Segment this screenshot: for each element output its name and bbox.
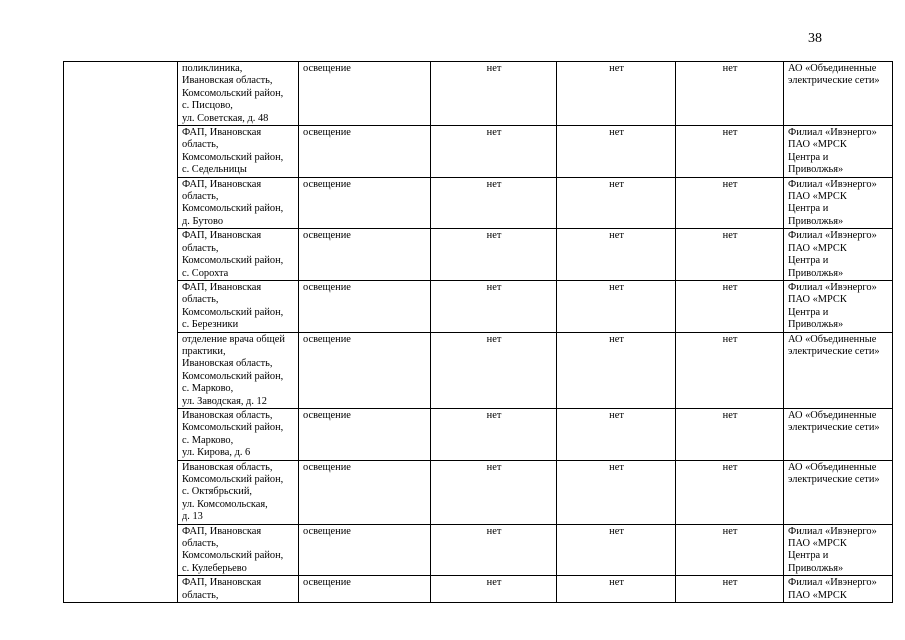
organization-cell — [784, 576, 893, 603]
cell-line: Филиал «Ивэнерго» — [788, 178, 877, 190]
type-cell: освещение — [299, 229, 431, 281]
cell-line: Приволжья» — [788, 267, 844, 279]
cell-line: Комсомольский район, — [182, 203, 284, 215]
cell-line: ул. Комсомольская, — [182, 498, 268, 510]
cell-line: область, — [182, 139, 219, 151]
address-cell — [178, 460, 299, 524]
cell-line: Ивановская область, — [182, 461, 273, 473]
table-row — [64, 177, 893, 229]
cell-line: электрические сети» — [788, 422, 880, 434]
organization-cell — [784, 524, 893, 576]
value-cell: нет — [557, 126, 676, 178]
cell-line: Филиал «Ивэнерго» — [788, 525, 877, 537]
type-cell: освещение — [299, 62, 431, 126]
table-row — [64, 229, 893, 281]
value-cell: нет — [676, 460, 784, 524]
cell-line: ФАП, Ивановская — [182, 577, 262, 589]
value-cell: нет — [431, 177, 557, 229]
organization-cell — [784, 460, 893, 524]
value-cell: нет — [676, 62, 784, 126]
cell-line: Комсомольский район, — [182, 370, 284, 382]
cell-line: ФАП, Ивановская — [182, 281, 262, 293]
address-cell — [178, 524, 299, 576]
cell-line: электрические сети» — [788, 75, 880, 87]
cell-line: область, — [182, 538, 219, 550]
value-cell: нет — [557, 408, 676, 460]
address-cell — [178, 408, 299, 460]
cell-line: Центра и — [788, 306, 829, 318]
value-cell: нет — [431, 576, 557, 603]
table-body — [64, 62, 893, 603]
table-row — [64, 460, 893, 524]
value-cell: нет — [676, 524, 784, 576]
cell-line: Комсомольский район, — [182, 255, 284, 267]
address-cell — [178, 332, 299, 408]
cell-line: АО «Объединенные — [788, 63, 877, 74]
cell-line: ФАП, Ивановская — [182, 127, 262, 139]
cell-line: ФАП, Ивановская — [182, 525, 262, 537]
value-cell: нет — [557, 576, 676, 603]
cell-line: Комсомольский район, — [182, 87, 284, 99]
value-cell: нет — [557, 460, 676, 524]
cell-line: с. Марково, — [182, 383, 234, 395]
data-table — [63, 61, 893, 603]
cell-line: область, — [182, 242, 219, 254]
value-cell: нет — [557, 332, 676, 408]
cell-line: поликлиника, — [182, 63, 243, 74]
type-cell: освещение — [299, 332, 431, 408]
value-cell: нет — [431, 524, 557, 576]
address-cell — [178, 62, 299, 126]
cell-line: Ивановская область, — [182, 75, 273, 87]
cell-line: Комсомольский район, — [182, 422, 284, 434]
type-cell: освещение — [299, 576, 431, 603]
cell-line: Комсомольский район, — [182, 306, 284, 318]
value-cell: нет — [676, 126, 784, 178]
cell-line: Приволжья» — [788, 319, 844, 331]
cell-line: Филиал «Ивэнерго» — [788, 281, 877, 293]
type-cell: освещение — [299, 177, 431, 229]
cell-line: с. Седельницы — [182, 164, 247, 176]
table-row — [64, 62, 893, 126]
address-cell — [178, 126, 299, 178]
cell-line: ПАО «МРСК — [788, 191, 847, 203]
address-cell — [178, 177, 299, 229]
cell-line: ПАО «МРСК — [788, 139, 847, 151]
page-number: 38 — [808, 31, 822, 46]
cell-line: АО «Объединенные — [788, 409, 877, 421]
cell-line: ПАО «МРСК — [788, 294, 847, 306]
value-cell: нет — [431, 280, 557, 332]
cell-line: Комсомольский район, — [182, 550, 284, 562]
value-cell: нет — [557, 62, 676, 126]
value-cell: нет — [676, 280, 784, 332]
type-cell: освещение — [299, 408, 431, 460]
cell-line: с. Марково, — [182, 434, 234, 446]
organization-cell — [784, 62, 893, 126]
cell-line: АО «Объединенные — [788, 461, 877, 473]
table-row — [64, 332, 893, 408]
cell-line: Приволжья» — [788, 164, 844, 176]
organization-cell — [784, 408, 893, 460]
type-cell: освещение — [299, 460, 431, 524]
address-cell — [178, 280, 299, 332]
cell-line: ПАО «МРСК — [788, 242, 847, 254]
address-cell — [178, 229, 299, 281]
value-cell: нет — [431, 460, 557, 524]
cell-line: с. Октябрьский, — [182, 486, 253, 498]
cell-line: Филиал «Ивэнерго» — [788, 230, 877, 242]
cell-line: Комсомольский район, — [182, 151, 284, 163]
cell-line: отделение врача общей — [182, 333, 285, 345]
cell-line: практики, — [182, 345, 226, 357]
cell-line: Приволжья» — [788, 215, 844, 227]
table-row — [64, 524, 893, 576]
cell-line: Филиал «Ивэнерго» — [788, 577, 877, 589]
type-cell: освещение — [299, 524, 431, 576]
value-cell: нет — [676, 576, 784, 603]
type-cell: освещение — [299, 126, 431, 178]
value-cell: нет — [431, 332, 557, 408]
cell-line: ПАО «МРСК — [788, 538, 847, 550]
value-cell: нет — [431, 126, 557, 178]
table-row — [64, 126, 893, 178]
cell-line: Ивановская область, — [182, 358, 273, 370]
cell-line: д. 13 — [182, 511, 203, 523]
cell-line: Центра и — [788, 151, 829, 163]
empty-cell — [64, 62, 178, 603]
value-cell: нет — [557, 229, 676, 281]
cell-line: Комсомольский район, — [182, 474, 284, 485]
cell-line: Филиал «Ивэнерго» — [788, 127, 877, 139]
cell-line: ул. Советская, д. 48 — [182, 112, 269, 124]
address-cell — [178, 576, 299, 603]
value-cell: нет — [557, 280, 676, 332]
cell-line: с. Сорохта — [182, 267, 229, 279]
table-row — [64, 408, 893, 460]
cell-line: ФАП, Ивановская — [182, 178, 262, 190]
cell-line: область, — [182, 589, 219, 601]
cell-line: область, — [182, 191, 219, 203]
cell-line: АО «Объединенные — [788, 333, 877, 345]
value-cell: нет — [676, 177, 784, 229]
value-cell: нет — [676, 332, 784, 408]
cell-line: с. Березники — [182, 319, 239, 331]
organization-cell — [784, 126, 893, 178]
cell-line: ул. Заводская, д. 12 — [182, 395, 267, 407]
organization-cell — [784, 280, 893, 332]
cell-line: Приволжья» — [788, 562, 844, 574]
value-cell: нет — [431, 408, 557, 460]
value-cell: нет — [676, 229, 784, 281]
cell-line: ФАП, Ивановская — [182, 230, 262, 242]
type-cell: освещение — [299, 280, 431, 332]
value-cell: нет — [431, 229, 557, 281]
organization-cell — [784, 177, 893, 229]
cell-line: электрические сети» — [788, 474, 880, 485]
cell-line: Центра и — [788, 203, 829, 215]
cell-line: ул. Кирова, д. 6 — [182, 447, 251, 459]
cell-line: с. Кулеберьево — [182, 562, 247, 574]
organization-cell — [784, 229, 893, 281]
cell-line: Центра и — [788, 255, 829, 267]
cell-line: электрические сети» — [788, 345, 880, 357]
cell-line: д. Бутово — [182, 215, 224, 227]
value-cell: нет — [557, 524, 676, 576]
cell-line: с. Писцово, — [182, 100, 233, 112]
value-cell: нет — [676, 408, 784, 460]
value-cell: нет — [557, 177, 676, 229]
cell-line: Ивановская область, — [182, 409, 273, 421]
table-row — [64, 280, 893, 332]
organization-cell — [784, 332, 893, 408]
table-row — [64, 576, 893, 603]
cell-line: область, — [182, 294, 219, 306]
cell-line: ПАО «МРСК — [788, 589, 847, 601]
value-cell: нет — [431, 62, 557, 126]
cell-line: Центра и — [788, 550, 829, 562]
